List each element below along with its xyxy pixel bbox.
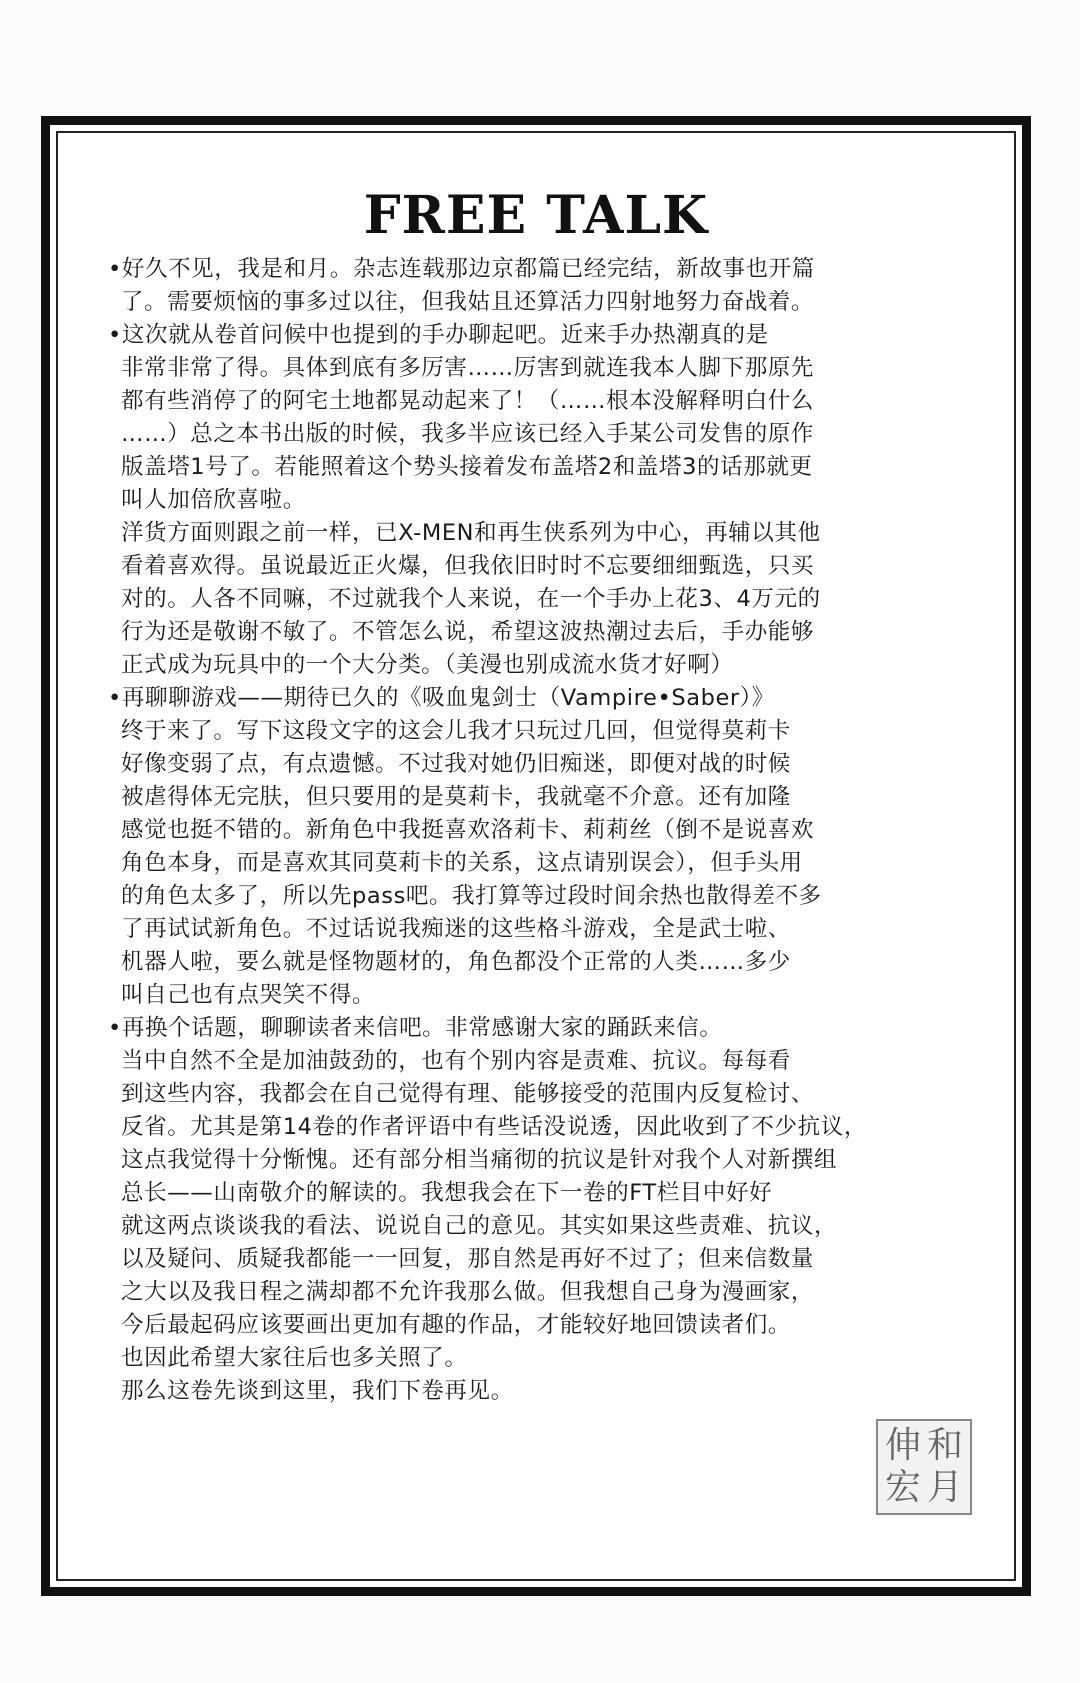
- text-line: 今后最起码应该要画出更加有趣的作品，才能较好地回馈读者们。: [121, 1312, 791, 1338]
- text-line: 以及疑问、质疑我都能一一回复，那自然是再好不过了；但来信数量: [121, 1246, 815, 1272]
- inner-border: [56, 131, 1016, 1581]
- text-line: 非常非常了得。具体到底有多厉害……厉害到就连我本人脚下那原先: [121, 355, 815, 381]
- page-frame: [41, 116, 1031, 1596]
- text-line: 那么这卷先谈到这里，我们下卷再见。: [121, 1378, 514, 1404]
- text-line: 之大以及我日程之满却都不允许我那么做。但我想自己身为漫画家，: [121, 1279, 815, 1305]
- paragraph: [108, 253, 1008, 319]
- text-line: 机器人啦，要么就是怪物题材的，角色都没个正常的人类……多少: [121, 949, 791, 975]
- seal-char: 和: [926, 1425, 963, 1466]
- text-line: 对的。人各不同嘛，不过就我个人来说，在一个手办上花3、4万元的: [121, 586, 821, 612]
- text-line: 正式成为玩具中的一个大分类。（美漫也别成流水货才好啊）: [121, 652, 734, 678]
- text-line: 了再试试新角色。不过话说我痴迷的这些格斗游戏，全是武士啦、: [121, 916, 791, 942]
- text-line: 也因此希望大家往后也多关照了。: [121, 1345, 468, 1371]
- text-line: 就这两点谈谈我的看法、说说自己的意见。其实如果这些责难、抗议，: [121, 1213, 838, 1239]
- text-line: 版盖塔1号了。若能照着这个势头接着发布盖塔2和盖塔3的话那就更: [121, 454, 813, 480]
- text-line: 终于来了。写下这段文字的这会儿我才只玩过几回，但觉得莫莉卡: [121, 718, 791, 744]
- page-title: FREE TALK: [363, 185, 709, 246]
- body-text: [108, 253, 1008, 1408]
- author-seal: [876, 1419, 972, 1515]
- text-line: •好久不见，我是和月。杂志连载那边京都篇已经完结，新故事也开篇: [108, 256, 815, 282]
- text-line: 了。需要烦恼的事多过以往，但我姑且还算活力四射地努力奋战着。: [121, 289, 815, 315]
- text-line: 反省。尤其是第14卷的作者评语中有些话没说透，因此收到了不少抗议，: [121, 1114, 867, 1140]
- text-line: 叫人加倍欣喜啦。: [121, 487, 306, 513]
- text-line: 行为还是敬谢不敏了。不管怎么说，希望这波热潮过去后，手办能够: [121, 619, 815, 645]
- text-line: 角色本身，而是喜欢其同莫莉卡的关系，这点请别误会），但手头用: [121, 850, 803, 876]
- text-line: 感觉也挺不错的。新角色中我挺喜欢洛莉卡、莉莉丝（倒不是说喜欢: [121, 817, 815, 843]
- text-line: 叫自己也有点哭笑不得。: [121, 982, 376, 1008]
- seal-char: 宏: [884, 1467, 921, 1508]
- text-line: 的角色太多了，所以先pass吧。我打算等过段时间余热也散得差不多: [121, 883, 822, 909]
- text-line: •这次就从卷首问候中也提到的手办聊起吧。近来手办热潮真的是: [108, 322, 769, 348]
- text-line: 到这些内容，我都会在自己觉得有理、能够接受的范围内反复检讨、: [121, 1081, 815, 1107]
- text-line: ……）总之本书出版的时候，我多半应该已经入手某公司发售的原作: [121, 421, 815, 447]
- seal-char: 月: [926, 1467, 963, 1508]
- text-line: 总长——山南敬介的解读的。我想我会在下一卷的FT栏目中好好: [121, 1180, 773, 1206]
- text-line: 被虐得体无完肤，但只要用的是莫莉卡，我就毫不介意。还有加隆: [121, 784, 791, 810]
- page-content: [50, 125, 1022, 1587]
- seal-char: 伸: [884, 1425, 921, 1466]
- text-line: 看着喜欢得。虽说最近正火爆，但我依旧时时不忘要细细甄选，只买: [121, 553, 815, 579]
- text-line: •再换个话题，聊聊读者来信吧。非常感谢大家的踊跃来信。: [108, 1015, 723, 1041]
- paragraph: [108, 319, 1008, 682]
- text-line: 洋货方面则跟之前一样，已X-MEN和再生侠系列为中心，再辅以其他: [121, 520, 821, 546]
- text-line: 好像变弱了点，有点遗憾。不过我对她仍旧痴迷，即便对战的时候: [121, 751, 791, 777]
- text-line: •再聊聊游戏——期待已久的《吸血鬼剑士（Vampire•Saber）》: [108, 685, 775, 711]
- text-line: 都有些消停了的阿宅土地都晃动起来了！（……根本没解释明白什么: [121, 388, 815, 414]
- text-line: 当中自然不全是加油鼓劲的，也有个别内容是责难、抗议。每每看: [121, 1048, 791, 1074]
- paragraph: [108, 1012, 1008, 1408]
- text-line: 这点我觉得十分惭愧。还有部分相当痛彻的抗议是针对我个人对新撰组: [121, 1147, 838, 1173]
- paragraph: [108, 682, 1008, 1012]
